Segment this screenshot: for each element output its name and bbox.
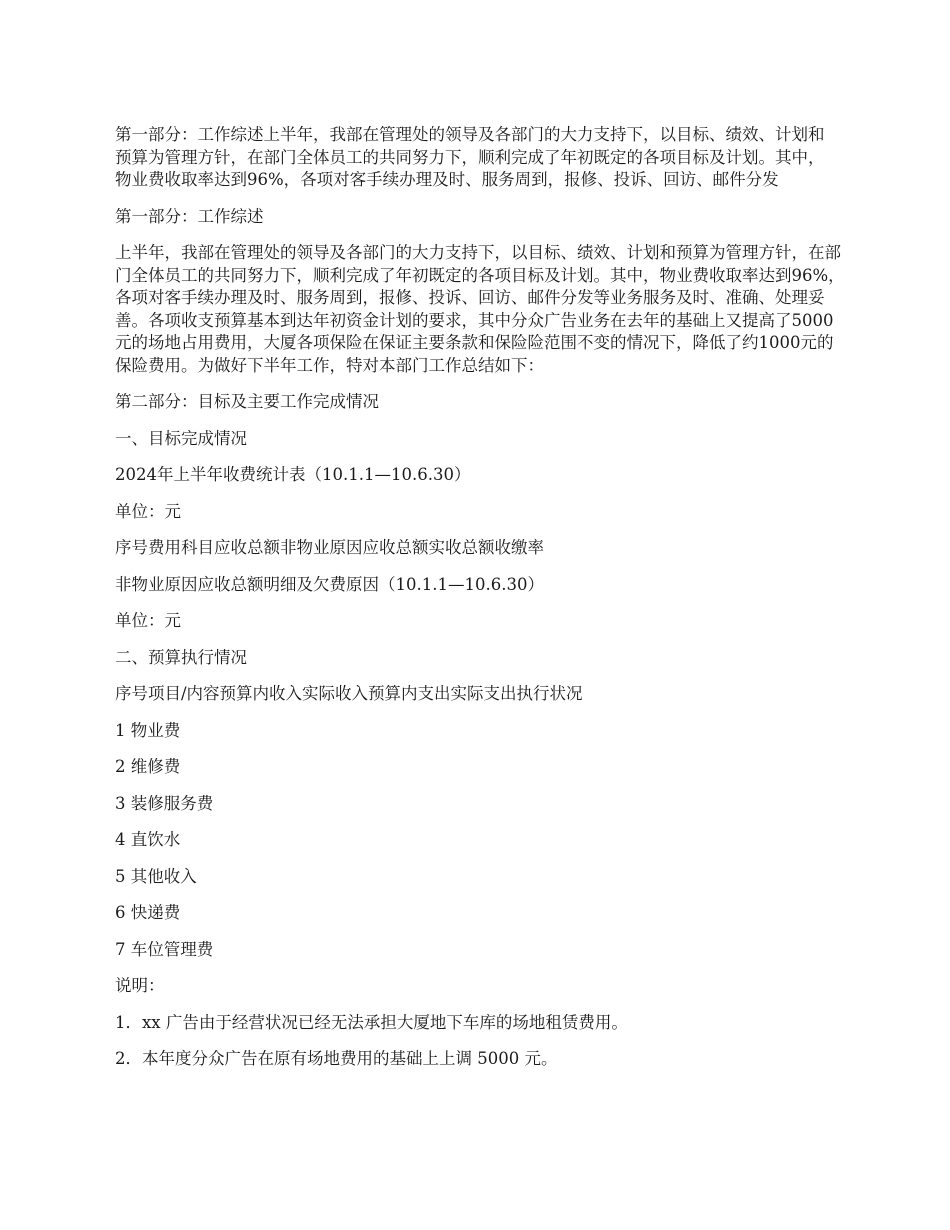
notes-label: 说明： — [115, 976, 165, 995]
table-title-fees: 2024年上半年收费统计表（10.1.1—10.6.30） — [115, 465, 471, 484]
unit-label: 单位：元 — [115, 501, 181, 521]
list-item: 5 其他收入 — [115, 866, 197, 886]
section-heading-part2: 第二部分：目标及主要工作完成情况 — [115, 392, 379, 411]
section-heading-part1: 第一部分：工作综述 — [115, 206, 264, 226]
table-header-budget: 序号项目/内容预算内收入实际收入预算内支出实际支出执行状况 — [115, 684, 583, 703]
list-item: 6 快递费 — [115, 903, 181, 922]
list-item: 2 维修费 — [115, 757, 181, 776]
list-item: 4 直饮水 — [115, 830, 181, 849]
list-item: 7 车位管理费 — [115, 939, 214, 959]
table-header-fees: 序号费用科目应收总额非物业原因应收总额实收总额收缴率 — [115, 538, 544, 557]
subheading-budget: 二、预算执行情况 — [115, 647, 247, 667]
note-item: 2．本年度分众广告在原有场地费用的基础上上调 5000 元。 — [115, 1049, 558, 1068]
subheading-targets: 一、目标完成情况 — [115, 428, 247, 448]
table-title-arrears: 非物业原因应收总额明细及欠费原因（10.1.1—10.6.30） — [115, 574, 544, 594]
unit-label: 单位：元 — [115, 611, 181, 630]
summary-paragraph: 上半年，我部在管理处的领导及各部门的大力支持下，以目标、绩效、计划和预算为管理方针，在部门全体员工的共同努力下，顺利完成了年初既定的各项目标及计划。其中，物业费收取率达到96%，各项对客手续办理及时、服务周到，报修、投诉、回访、邮件分发等业务服务及时、准确、处理妥善。各项收支预算基本到达年初资金计划的要求，其中分众广告业务在去年的基础上又提高了5000元的场地占用费用，大厦各项保险在保证主要条款和保险险范围不变的情况下，降低了约1000元的保险费用。为做好下半年工作，特对本部门工作总结如下： — [115, 243, 845, 375]
document-body — [115, 124, 845, 1085]
note-item: 1．xx 广告由于经营状况已经无法承担大厦地下车库的场地租赁费用。 — [115, 1012, 628, 1032]
list-item: 1 物业费 — [115, 720, 181, 740]
intro-paragraph: 第一部分：工作综述上半年，我部在管理处的领导及各部门的大力支持下，以目标、绩效、计划和预算为管理方针，在部门全体员工的共同努力下，顺利完成了年初既定的各项目标及计划。其中，物业费收取率达到96%，各项对客手续办理及时、服务周到，报修、投诉、回访、邮件分发 — [115, 125, 825, 189]
list-item: 3 装修服务费 — [115, 793, 214, 813]
